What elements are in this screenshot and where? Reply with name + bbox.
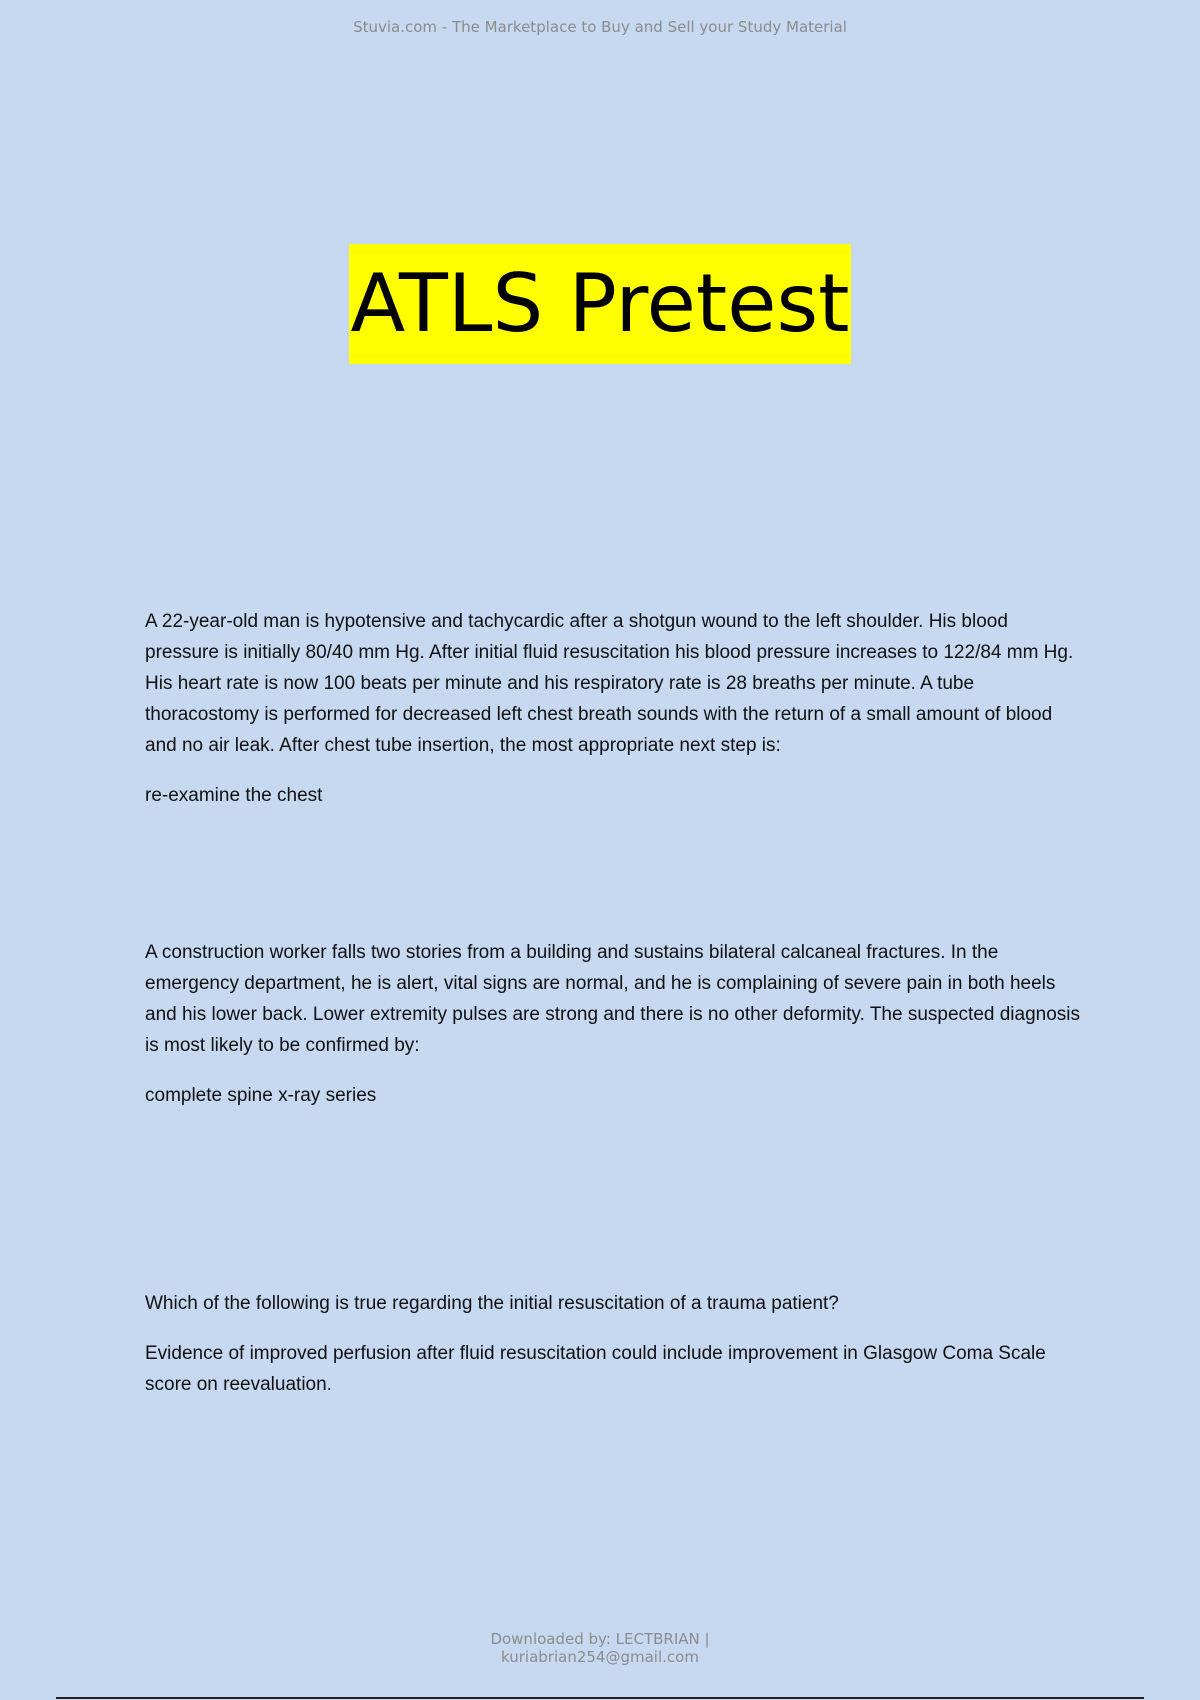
download-footer (0, 1630, 1200, 1666)
question-block-1 (145, 606, 1080, 811)
question-block-2 (145, 937, 1080, 1111)
answer-text: re-examine the chest (145, 785, 323, 806)
document-title: ATLS Pretest (349, 244, 852, 364)
question-text: A construction worker falls two stories from a building and sustains bilateral calcaneal fractures. In the emergency department, he is alert, vital signs are normal, and he is complaining of severe pain in both heels and his lower back. Lower extremity pulses are strong and there is no other deformity. The suspected diagnosis is most likely to be confirmed by: (145, 942, 1081, 1056)
answer-text: Evidence of improved perfusion after fluid resuscitation could include improvement in Glasgow Coma Scale score on reevaluation. (145, 1343, 1046, 1395)
question-block-3 (145, 1288, 1080, 1400)
footer-divider (56, 1697, 1144, 1699)
footer-downloaded-by: Downloaded by: LECTBRIAN | (490, 1630, 710, 1648)
stuvia-header-banner: Stuvia.com - The Marketplace to Buy and Sell your Study Material (353, 18, 847, 35)
question-text: A 22-year-old man is hypotensive and tachycardic after a shotgun wound to the left shoulder. His blood pressure is initially 80/40 mm Hg. After initial fluid resuscitation his blood pressure increases to 122/84 mm Hg. His heart rate is now 100 beats per minute and his respiratory rate is 28 breaths per minute. A tube thoracostomy is performed for decreased left chest breath sounds with the return of a small amount of blood and no air leak. After chest tube insertion, the most appropriate next step is: (145, 611, 1074, 756)
footer-email: kuriabrian254@gmail.com (501, 1648, 699, 1666)
title-container (0, 244, 1200, 364)
answer-text: complete spine x-ray series (145, 1085, 377, 1106)
question-text: Which of the following is true regarding the initial resuscitation of a trauma patient? (145, 1293, 839, 1314)
